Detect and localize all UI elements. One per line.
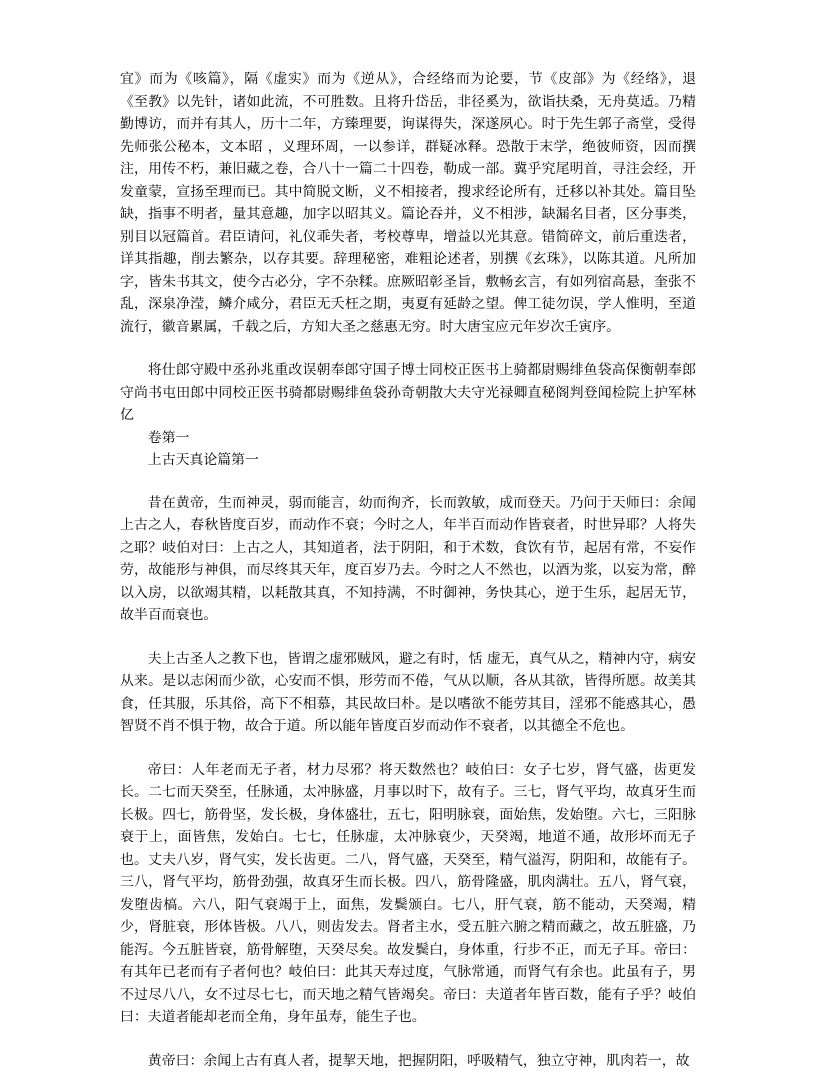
preface-continued-paragraph: 宜》而为《咳篇》，隔《虚实》而为《逆从》，合经络而为论要，节《皮部》为《经络》，退《至教》以先针，诸如此流，不可胜数。且将升岱岳，非径奚为，欲诣扶桑，无舟莫适。乃精勤博访，而并有其人，历十二年，方臻理要，询谋得失，深遂夙心。时于先生郭子斋堂，受得先师张公秘本，文本昭 ，义理环周，一以参详，群疑冰释。恐散于末学，绝彼师资，因而撰注，用传不朽，兼旧藏之卷，合八十一篇二十四卷，勒成一部。冀乎究尾明首，寻注会经，开发童蒙，宣扬至理而已。其中简脱文断，义不相接者，搜求经论所有，迁移以补其处。篇目坠缺，指事不明者，量其意趣，加字以昭其义。篇论吞并，义不相涉，缺漏名目者，区分事类，别目以冠篇首。君臣请问，礼仪乖失者，考校尊卑，增益以光其意。错简碎文，前后重迭者，详其指趣，削去繁杂，以存其要。辞理秘密，难粗论述者，别撰《玄珠》，以陈其道。凡所加字，皆朱书其文，使今古必分，字不杂糅。庶厥昭彰圣旨，敷畅玄言，有如列宿高悬，奎张不乱，深泉净滢，鳞介咸分，君臣无夭枉之期，夷夏有延龄之望。俾工徒勿误，学人惟明，至道流行，徽音累属，千载之后，方知大圣之慈惠无穷。时大唐宝应元年岁次壬寅序。: [120, 68, 696, 338]
credits-paragraph: 将仕郎守殿中丞孙兆重改误朝奉郎守国子博士同校正医书上骑都尉赐绯鱼袋高保衡朝奉郎守尚书屯田郎中同校正医书骑都尉赐绯鱼袋孙奇朝散大夫守光禄卿直秘阁判登闻检院上护军林亿: [120, 359, 696, 427]
volume-title: 卷第一: [120, 427, 696, 450]
body-paragraph: 帝曰：人年老而无子者，材力尽邪？将天数然也？岐伯曰：女子七岁，肾气盛，齿更发长。二七而天癸至，任脉通，太冲脉盛，月事以时下，故有子。三七，肾气平均，故真牙生而长极。四七，筋骨坚，发长极，身体盛壮，五七，阳明脉衰，面始焦，发始堕。六七，三阳脉衰于上，面皆焦，发始白。七七，任脉虚，太冲脉衰少，天癸竭，地道不通，故形坏而无子也。丈夫八岁，肾气实，发长齿更。二八，肾气盛，天癸至，精气溢泻，阴阳和，故能有子。三八，肾气平均，筋骨劲强，故真牙生而长极。四八，筋骨隆盛，肌肉满壮。五八，肾气衰，发堕齿槁。六八，阳气衰竭于上，面焦，发鬓颁白。七八，肝气衰，筋不能动，天癸竭，精少，肾脏衰，形体皆极。八八，则齿发去。肾者主水，受五脏六腑之精而藏之，故五脏盛，乃能泻。今五脏皆衰，筋骨解堕，天癸尽矣。故发鬓白，身体重，行步不正，而无子耳。帝曰：有其年已老而有子者何也？岐伯曰：此其天寿过度，气脉常通，而肾气有余也。此虽有子，男不过尽八八，女不过尽七七，而天地之精气皆竭矣。帝曰：夫道者年皆百数，能有子乎？岐伯曰：夫道者能却老而全角，身年虽寿，能生子也。: [120, 759, 696, 1029]
chapter-title: 上古天真论篇第一: [120, 449, 696, 472]
document-page: [120, 68, 696, 1072]
body-paragraph: 黄帝曰：余闻上古有真人者，提挈天地，把握阴阳，呼吸精气，独立守神，肌肉若一，故: [120, 1050, 696, 1072]
body-paragraph: 夫上古圣人之教下也，皆谓之虚邪贼风，避之有时，恬 虚无，真气从之，精神内守，病安从来。是以志闲而少欲，心安而不惧，形劳而不倦，气从以顺，各从其欲，皆得所愿。故美其食，任其服，乐其俗，高下不相慕，其民故曰朴。是以嗜欲不能劳其目，淫邪不能惑其心，愚智贤不肖不惧于物，故合于道。所以能年皆度百岁而动作不衰者，以其德全不危也。: [120, 648, 696, 738]
body-paragraph: 昔在黄帝，生而神灵，弱而能言，幼而徇齐，长而敦敏，成而登天。乃问于天师曰：余闻上古之人，春秋皆度百岁，而动作不衰；今时之人，年半百而动作皆衰者，时世异耶？人将失之耶？岐伯对曰：上古之人，其知道者，法于阴阳，和于术数，食饮有节，起居有常，不妄作劳，故能形与神俱，而尽终其天年，度百岁乃去。今时之人不然也，以酒为浆，以妄为常，醉以入房，以欲竭其精，以耗散其真，不知持满，不时御神，务快其心，逆于生乐，起居无节，故半百而衰也。: [120, 492, 696, 627]
